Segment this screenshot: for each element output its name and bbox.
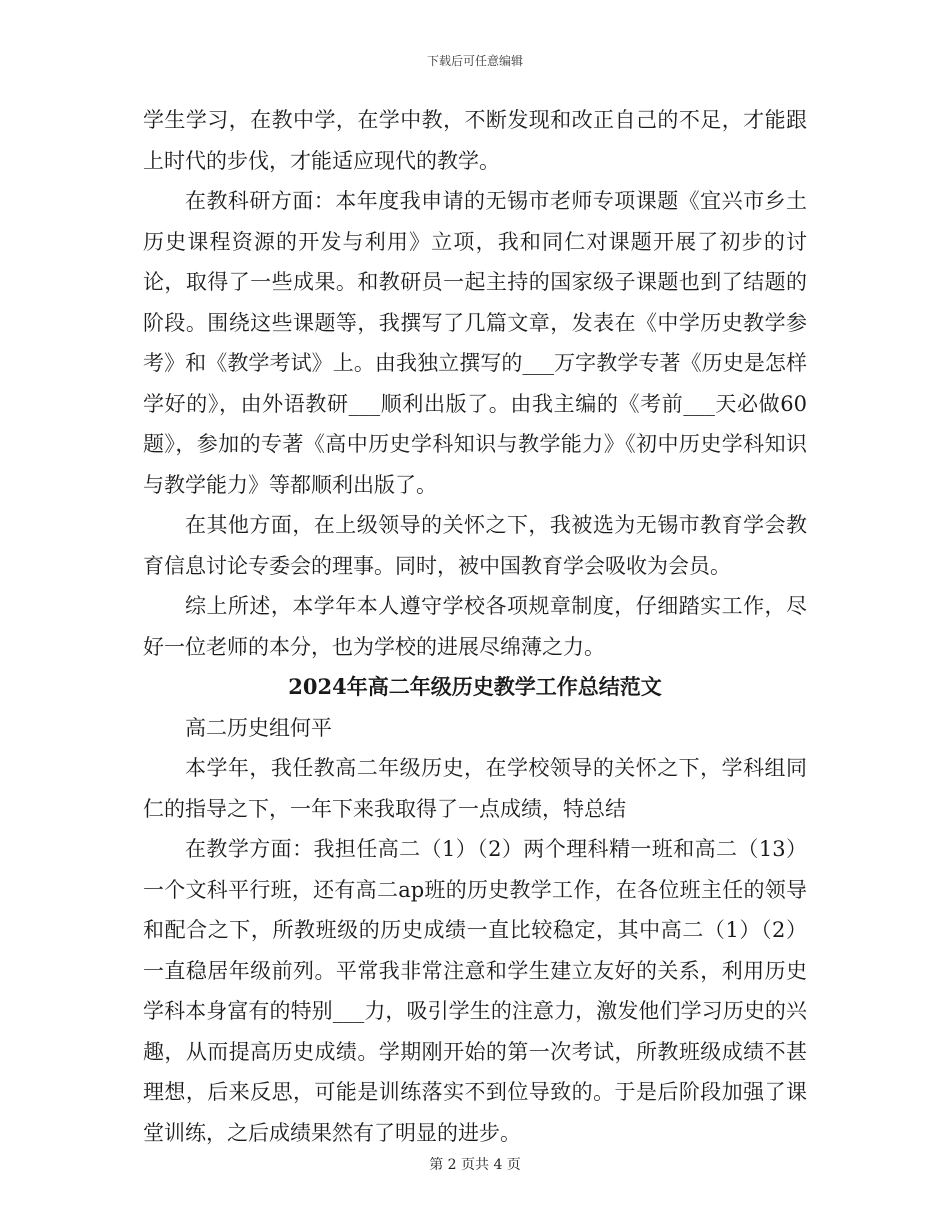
section-title: 2024年高二年级历史教学工作总结范文: [288, 674, 662, 699]
paragraph-intro: 本学年，我任教高二年级历史，在学校领导的关怀之下，学科组同仁的指导之下，一年下来我取得了一点成绩，特总结: [143, 756, 807, 821]
paragraph-teaching: 在教学方面：我担任高二（1）（2）两个理科精一班和高二（13）一个文科平行班，还有高二ap班的历史教学工作，在各位班主任的领导和配合之下，所教班级的历史成绩一直比较稳定，其中高二（1）（2）一直稳居年级前列。平常我非常注意和学生建立友好的关系，利用历史学科本身富有的特别___力，吸引学生的注意力，激发他们学习历史的兴趣，从而提高历史成绩。学期刚开始的第一次考试，所教班级成绩不甚理想，后来反思，可能是训练落实不到位导致的。于是后阶段加强了课堂训练，之后成绩果然有了明显的进步。: [143, 837, 807, 1145]
page-footer: 第 2 页共 4 页: [429, 1157, 521, 1173]
document-body: [143, 100, 807, 1153]
page-header: 下载后可任意编辑: [426, 54, 523, 68]
paragraph-continuation: 学生学习，在教中学，在学中教，不断发现和改正自己的不足，才能跟上时代的步伐，才能适应现代的教学。: [143, 108, 807, 173]
paragraph-research: 在教科研方面：本年度我申请的无锡市老师专项课题《宜兴市乡土历史课程资源的开发与利用》立项，我和同仁对课题开展了初步的讨论，取得了一些成果。和教研员一起主持的国家级子课题也到了结题的阶段。围绕这些课题等，我撰写了几篇文章，发表在《中学历史教学参考》和《教学考试》上。由我独立撰写的___万字教学专著《历史是怎样学好的》，由外语教研___顺利出版了。由我主编的《考前___天必做60题》，参加的专著《高中历史学科知识与教学能力》《初中历史学科知识与教学能力》等都顺利出版了。: [143, 189, 807, 497]
paragraph-other-aspects: 在其他方面，在上级领导的关怀之下，我被选为无锡市教育学会教育信息讨论专委会的理事。同时，被中国教育学会吸收为会员。: [143, 513, 807, 578]
paragraph-summary: 综上所述，本学年本人遵守学校各项规章制度，仔细踏实工作，尽好一位老师的本分，也为学校的进展尽绵薄之力。: [143, 594, 807, 659]
author-line: 高二历史组何平: [185, 715, 332, 740]
